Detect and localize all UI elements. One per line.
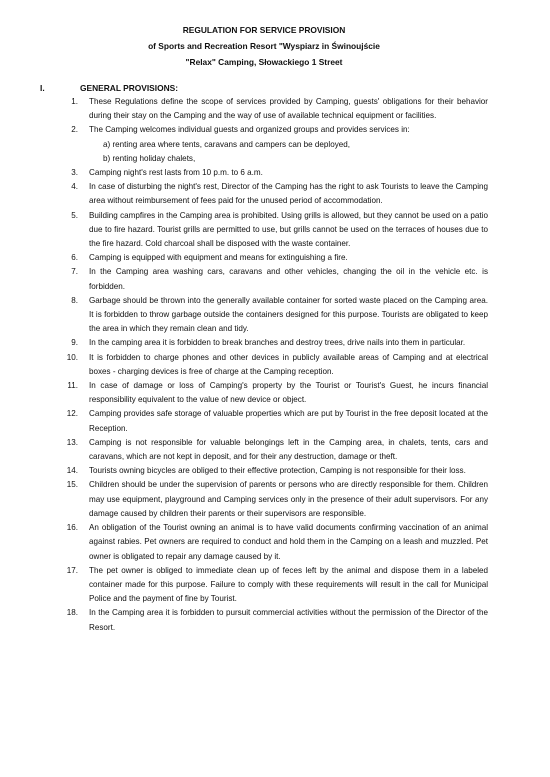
rule-item bbox=[40, 294, 488, 337]
rule-text: In the Camping area washing cars, caravans and other vehicles, changing the oil in the vehicle etc. is forbidden. bbox=[89, 267, 488, 291]
rule-item bbox=[40, 95, 488, 123]
section-heading bbox=[40, 81, 488, 95]
rule-item bbox=[40, 521, 488, 564]
rule-body bbox=[89, 521, 488, 564]
rule-body bbox=[89, 166, 488, 180]
rule-body bbox=[89, 564, 488, 607]
rule-text: It is forbidden to charge phones and other devices in publicly available areas of Camping and at electrical boxes - charging devices is free of charge at the Camping reception. bbox=[89, 352, 488, 376]
rule-text: Camping is equipped with equipment and means for extinguishing a fire. bbox=[89, 253, 348, 263]
rule-text: The Camping welcomes individual guests and organized groups and provides services in: bbox=[89, 125, 410, 135]
rule-number: 1. bbox=[71, 97, 78, 106]
rule-text: Camping is not responsible for valuable belongings left in the Camping area, in chalets, tents, cars and caravans, which are not kept in deposit, and for their any destruction, damage or theft. bbox=[89, 437, 488, 462]
rule-text: In the camping area it is forbidden to break branches and destroy trees, drive nails into them in particular. bbox=[89, 338, 466, 348]
rule-text: Garbage should be thrown into the generally available container for sorted waste placed on the Camping area. It is forbidden to throw garbage outside the containers designed for this purpose. Tourists are obligated to keep the area in which they remain clean and tidy. bbox=[89, 295, 488, 334]
title-line-1: REGULATION FOR SERVICE PROVISION bbox=[182, 25, 346, 35]
rule-item bbox=[40, 251, 488, 265]
rule-number: 11. bbox=[67, 381, 78, 391]
rule-item bbox=[40, 336, 488, 350]
rule-text: Tourists owning bicycles are obliged to their effective protection, Camping is not responsible for their loss. bbox=[89, 466, 466, 476]
rule-text: These Regulations define the scope of services provided by Camping, guests' obligations for their behavior during their stay on the Camping and the way of use of available technical equipment or facilities. bbox=[89, 97, 488, 121]
title-line-3: "Relax" Camping, Słowackiego 1 Street bbox=[185, 57, 343, 67]
rule-body bbox=[89, 95, 488, 123]
rule-body bbox=[89, 265, 488, 293]
rule-body bbox=[89, 379, 488, 407]
rule-item bbox=[40, 265, 488, 293]
rule-number: 8. bbox=[71, 295, 78, 305]
rule-number: 16. bbox=[66, 523, 78, 533]
rule-item bbox=[40, 209, 488, 252]
rule-number: 14. bbox=[66, 466, 78, 476]
rule-text: In case of disturbing the night's rest, Director of the Camping has the right to ask Tourists to leave the Camping area without reimbursement of fees paid for the unused period of accommodation. bbox=[89, 182, 488, 206]
rule-text: Camping provides safe storage of valuable properties which are put by Tourist in the free deposit located at the Reception. bbox=[89, 409, 488, 433]
rule-number: 10. bbox=[66, 352, 78, 362]
rule-body bbox=[89, 123, 488, 166]
rule-number: 4. bbox=[71, 182, 78, 192]
rule-number: 12. bbox=[66, 409, 78, 419]
rule-number: 15. bbox=[66, 480, 78, 490]
rule-body bbox=[89, 351, 488, 379]
rule-body bbox=[89, 606, 488, 634]
rule-item bbox=[40, 379, 488, 407]
rule-item bbox=[40, 464, 488, 478]
rule-text: In the Camping area it is forbidden to pursuit commercial activities without the permission of the Director of the Resort. bbox=[89, 608, 488, 632]
rule-text: Building campfires in the Camping area is prohibited. Using grills is allowed, but they cannot be used on a patio due to fire hazard. Tourist grills are permitted to use, but grills cannot be used on the terraces of houses due to the fire hazard. Cold charcoal shall be disposed with the waste container. bbox=[89, 210, 488, 249]
rule-number: 18. bbox=[66, 608, 78, 618]
rule-item bbox=[40, 407, 488, 435]
rule-number: 3. bbox=[71, 168, 78, 178]
rule-number: 5. bbox=[71, 210, 78, 220]
section-title: GENERAL PROVISIONS: bbox=[80, 83, 179, 93]
rule-number: 9. bbox=[71, 338, 78, 348]
rule-text: In case of damage or loss of Camping's property by the Tourist or Tourist's Guest, he incurs financial responsibility equivalent to the value of new device or object. bbox=[89, 381, 488, 405]
rule-text: An obligation of the Tourist owning an animal is to have valid documents confirming vaccination of an animal against rabies. Pet owners are required to conduct and hold them in the Camping on a leash and muzzled. Pet owner is obligated to repair any damage caused by it. bbox=[89, 523, 488, 561]
rule-item bbox=[40, 180, 488, 208]
rule-text: The pet owner is obliged to immediate clean up of feces left by the animal and dispose them in a labeled container made for this purpose. Failure to comply with these requirements will result in the call for Municipal Police and the payment of fine by Tourist. bbox=[89, 565, 488, 604]
rule-subitem: b) renting holiday chalets, bbox=[103, 153, 196, 163]
rule-item bbox=[40, 564, 488, 607]
rule-subitem: a) renting area where tents, caravans and campers can be deployed, bbox=[103, 139, 351, 149]
rule-item bbox=[40, 478, 488, 521]
rule-sublist bbox=[89, 138, 488, 166]
rule-item bbox=[40, 351, 488, 379]
rule-text: Camping night's rest lasts from 10 p.m. to 6 a.m. bbox=[89, 168, 263, 178]
rule-number: 13. bbox=[66, 437, 78, 447]
document-title bbox=[40, 22, 488, 70]
rule-item bbox=[40, 166, 488, 180]
rule-body bbox=[89, 209, 488, 252]
rule-item bbox=[40, 436, 488, 464]
section-number: I. bbox=[40, 83, 45, 93]
rule-body bbox=[89, 407, 488, 435]
rule-body bbox=[89, 336, 488, 350]
rule-body bbox=[89, 436, 488, 464]
rule-number: 2. bbox=[71, 125, 78, 135]
rules-list bbox=[40, 95, 488, 635]
title-line-2: of Sports and Recreation Resort "Wyspiarz in Świnoujście bbox=[148, 41, 380, 51]
rule-body bbox=[89, 294, 488, 337]
rule-body bbox=[89, 464, 488, 478]
rule-item bbox=[40, 606, 488, 634]
rule-number: 7. bbox=[71, 267, 78, 277]
rule-body bbox=[89, 251, 488, 265]
rule-number: 17. bbox=[66, 565, 78, 575]
rule-body bbox=[89, 478, 488, 521]
rule-body bbox=[89, 180, 488, 208]
rule-item bbox=[40, 123, 488, 166]
rule-number: 6. bbox=[71, 253, 78, 263]
rule-text: Children should be under the supervision of parents or persons who are directly responsible for them. Children may use equipment, playground and Camping services only in the presence of their adult supervisors. For any damage caused by children their parents or their supervisors are responsible. bbox=[89, 480, 488, 518]
